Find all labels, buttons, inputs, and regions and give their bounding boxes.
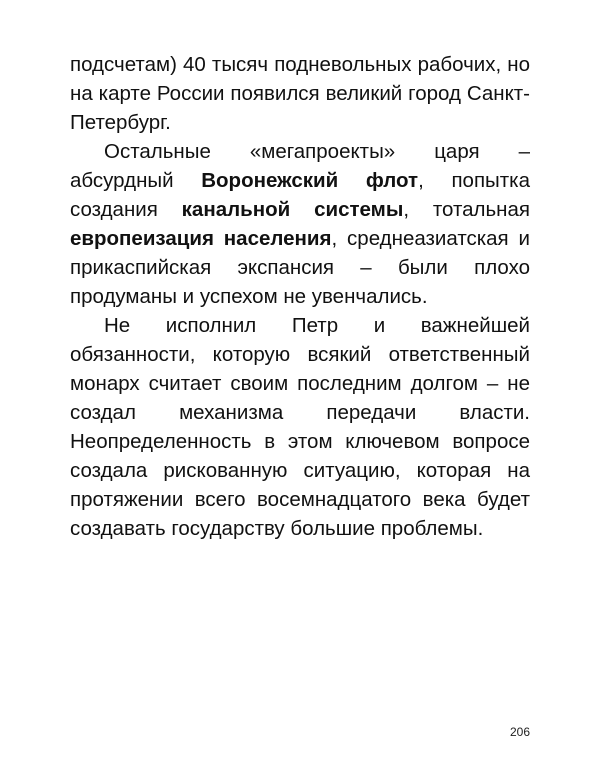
bold-term-europeanization: европеизация населения xyxy=(70,227,332,250)
text-run: Не исполнил Петр и важнейшей обязанности, которую всякий ответственный монарх считает своим последним долгом – не создал механизма передачи власти. Неопределенность в этом ключевом вопросе создала рискованную ситуацию, которая на протяжении всего восемнадцатого века будет создавать государству большие проблемы. xyxy=(70,314,530,540)
text-run: , тотальная xyxy=(403,198,530,221)
text-run: подсчетам) 40 тысяч подневольных рабочих, но на карте России появился великий город Санкт-Петербург. xyxy=(70,53,530,134)
text-run: , среднеазиатская и прикаспийская экспансия – были плохо продуманы и успехом не увенчались. xyxy=(70,227,530,308)
paragraph-petersburg xyxy=(70,50,530,137)
page-body xyxy=(70,50,530,543)
bold-term-canal-system: канальной системы xyxy=(181,198,404,221)
text-run: , попытка создания xyxy=(70,169,530,221)
text-run: Остальные «мегапроекты» царя – абсурдный xyxy=(70,140,530,192)
page-number: 206 xyxy=(509,725,530,739)
bold-term-voronezh-fleet: Воронежский флот xyxy=(201,169,419,192)
paragraph-megaprojects xyxy=(70,137,530,311)
paragraph-succession xyxy=(70,311,530,543)
